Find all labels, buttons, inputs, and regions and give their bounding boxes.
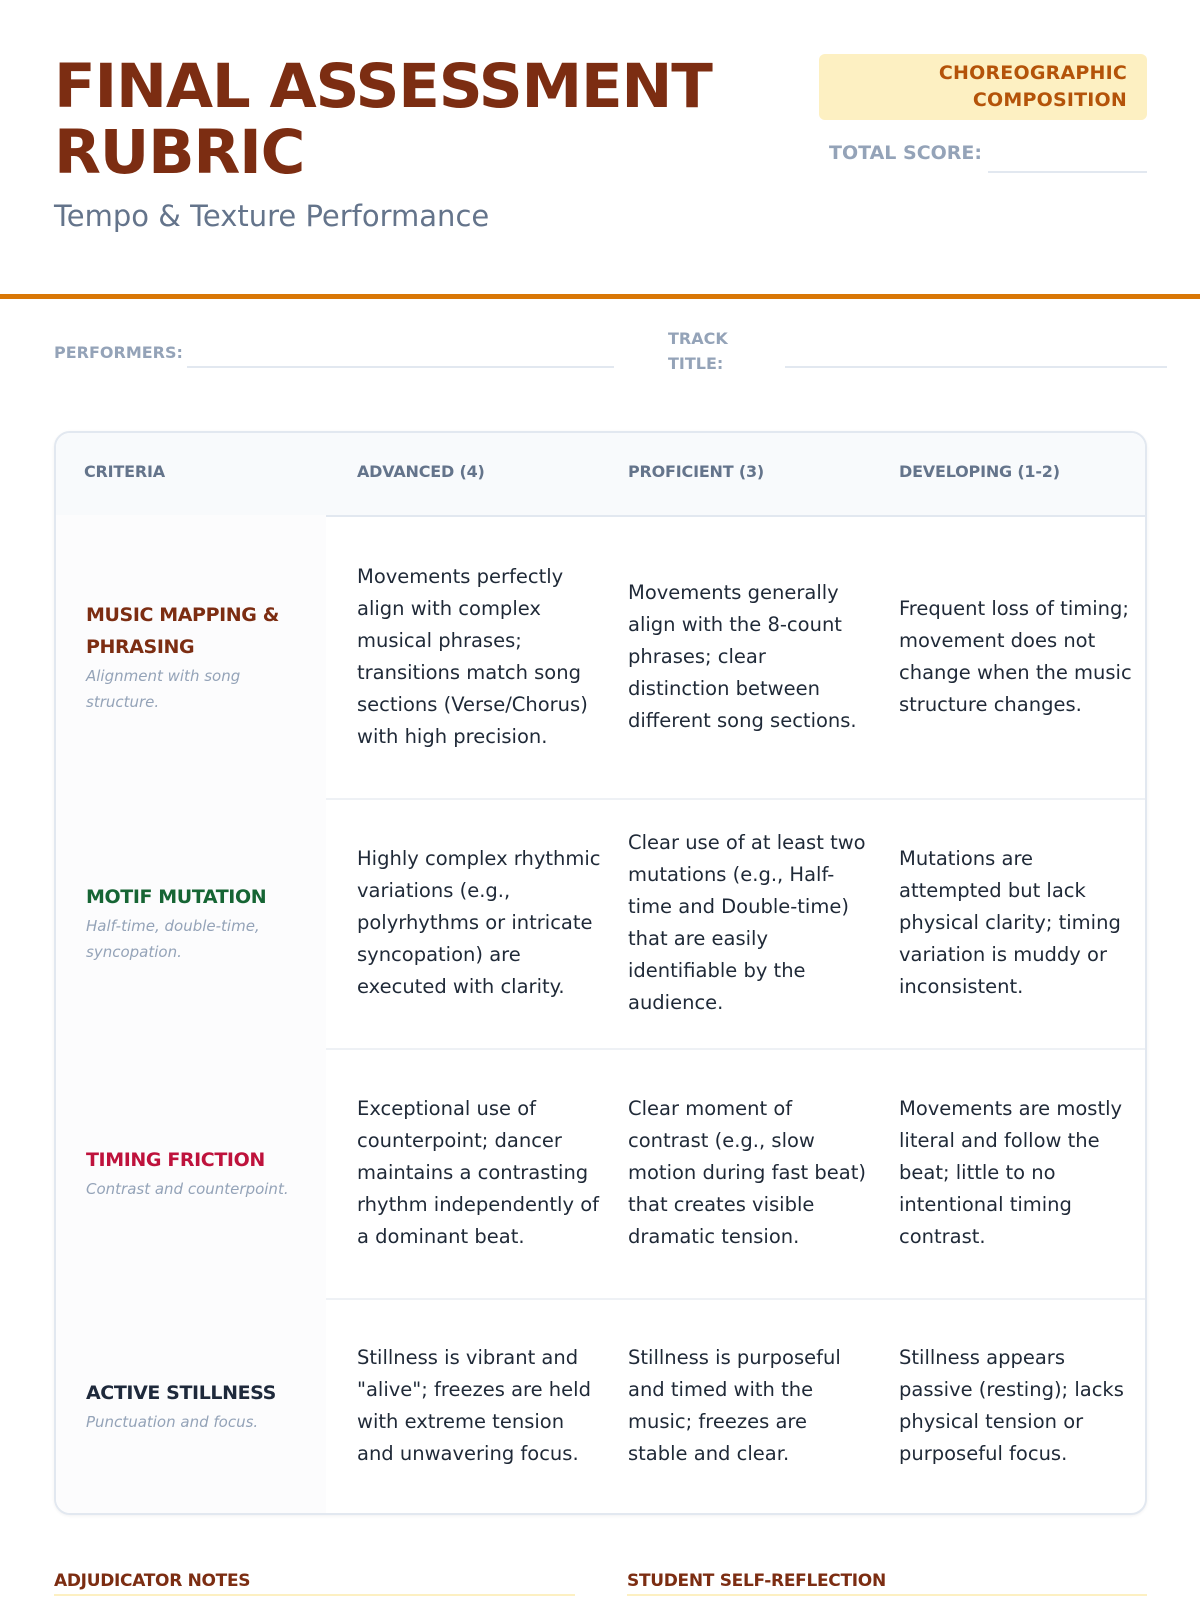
criteria-description: Contrast and counterpoint. [86, 1180, 289, 1198]
developing-cell: Mutations are attempted but lack physical clarity; timing variation is muddy or inconsistent. [899, 847, 1121, 998]
criteria-description: Alignment with song structure. [86, 666, 241, 711]
performers-field[interactable] [187, 366, 614, 368]
header-divider [0, 294, 1200, 299]
track-title-label: TRACK TITLE: [668, 329, 728, 373]
table-row [56, 1298, 1145, 1513]
criteria-cell [56, 798, 326, 1048]
total-score-field[interactable] [988, 171, 1147, 173]
criteria-name: MOTIF MUTATION [86, 886, 267, 908]
page-subtitle: Tempo & Texture Performance [54, 199, 490, 233]
proficient-cell: Clear use of at least two mutations (e.g., Half-time and Double-time) that are easily identifiable by the audience. [628, 831, 866, 1014]
criteria-cell [56, 1048, 326, 1298]
column-header-developing: DEVELOPING (1-2) [899, 462, 1060, 481]
track-title-field[interactable] [785, 366, 1167, 368]
rubric-table [54, 431, 1147, 1515]
table-row [56, 798, 1145, 1050]
column-header-advanced: ADVANCED (4) [357, 462, 485, 481]
performers-label: PERFORMERS: [54, 343, 183, 362]
developing-cell: Stillness appears passive (resting); lacks physical tension or purposeful focus. [899, 1345, 1124, 1465]
rubric-header [0, 0, 1200, 292]
proficient-cell: Clear moment of contrast (e.g., slow motion during fast beat) that creates visible dramatic tension. [628, 1097, 866, 1248]
advanced-cell: Highly complex rhythmic variations (e.g., polyrhythms or intricate syncopation) are executed with clarity. [357, 847, 601, 998]
column-header-criteria: CRITERIA [84, 462, 165, 481]
criteria-cell [56, 515, 326, 798]
developing-cell: Movements are mostly literal and follow the beat; little to no intentional timing contrast. [899, 1097, 1123, 1248]
advanced-cell: Exceptional use of counterpoint; dancer maintains a contrasting rhythm independently of a dominant beat. [357, 1097, 599, 1248]
proficient-cell: Movements generally align with the 8-count phrases; clear distinction between different song sections. [628, 580, 857, 732]
table-row [56, 515, 1145, 800]
total-score-label: TOTAL SCORE: [829, 142, 983, 164]
page-title: FINAL ASSESSMENT RUBRIC [54, 51, 712, 188]
column-header-proficient: PROFICIENT (3) [628, 462, 764, 481]
self-reflection-field[interactable] [627, 1594, 1147, 1596]
criteria-cell [56, 1298, 326, 1513]
criteria-description: Punctuation and focus. [86, 1412, 259, 1431]
developing-cell: Frequent loss of timing; movement does not change when the music structure changes. [899, 596, 1132, 716]
proficient-cell: Stillness is purposeful and timed with the music; freezes are stable and clear. [628, 1345, 841, 1465]
self-reflection-heading: STUDENT SELF-REFLECTION [627, 1571, 886, 1591]
table-row [56, 1048, 1145, 1300]
criteria-name: ACTIVE STILLNESS [86, 1381, 276, 1404]
adjudicator-notes-field[interactable] [54, 1594, 575, 1596]
advanced-cell: Movements perfectly align with complex musical phrases; transitions match song sections (Verse/Chorus) with high precision. [357, 564, 588, 748]
category-badge: CHOREOGRAPHIC COMPOSITION [819, 54, 1147, 120]
advanced-cell: Stillness is vibrant and "alive"; freezes are held with extreme tension and unwavering focus. [357, 1345, 591, 1465]
adjudicator-notes-heading: ADJUDICATOR NOTES [54, 1571, 251, 1591]
criteria-name: MUSIC MAPPING & PHRASING [86, 603, 279, 658]
criteria-description: Half-time, double-time, syncopation. [86, 917, 260, 961]
criteria-name: TIMING FRICTION [86, 1149, 265, 1171]
table-header [56, 433, 1145, 517]
